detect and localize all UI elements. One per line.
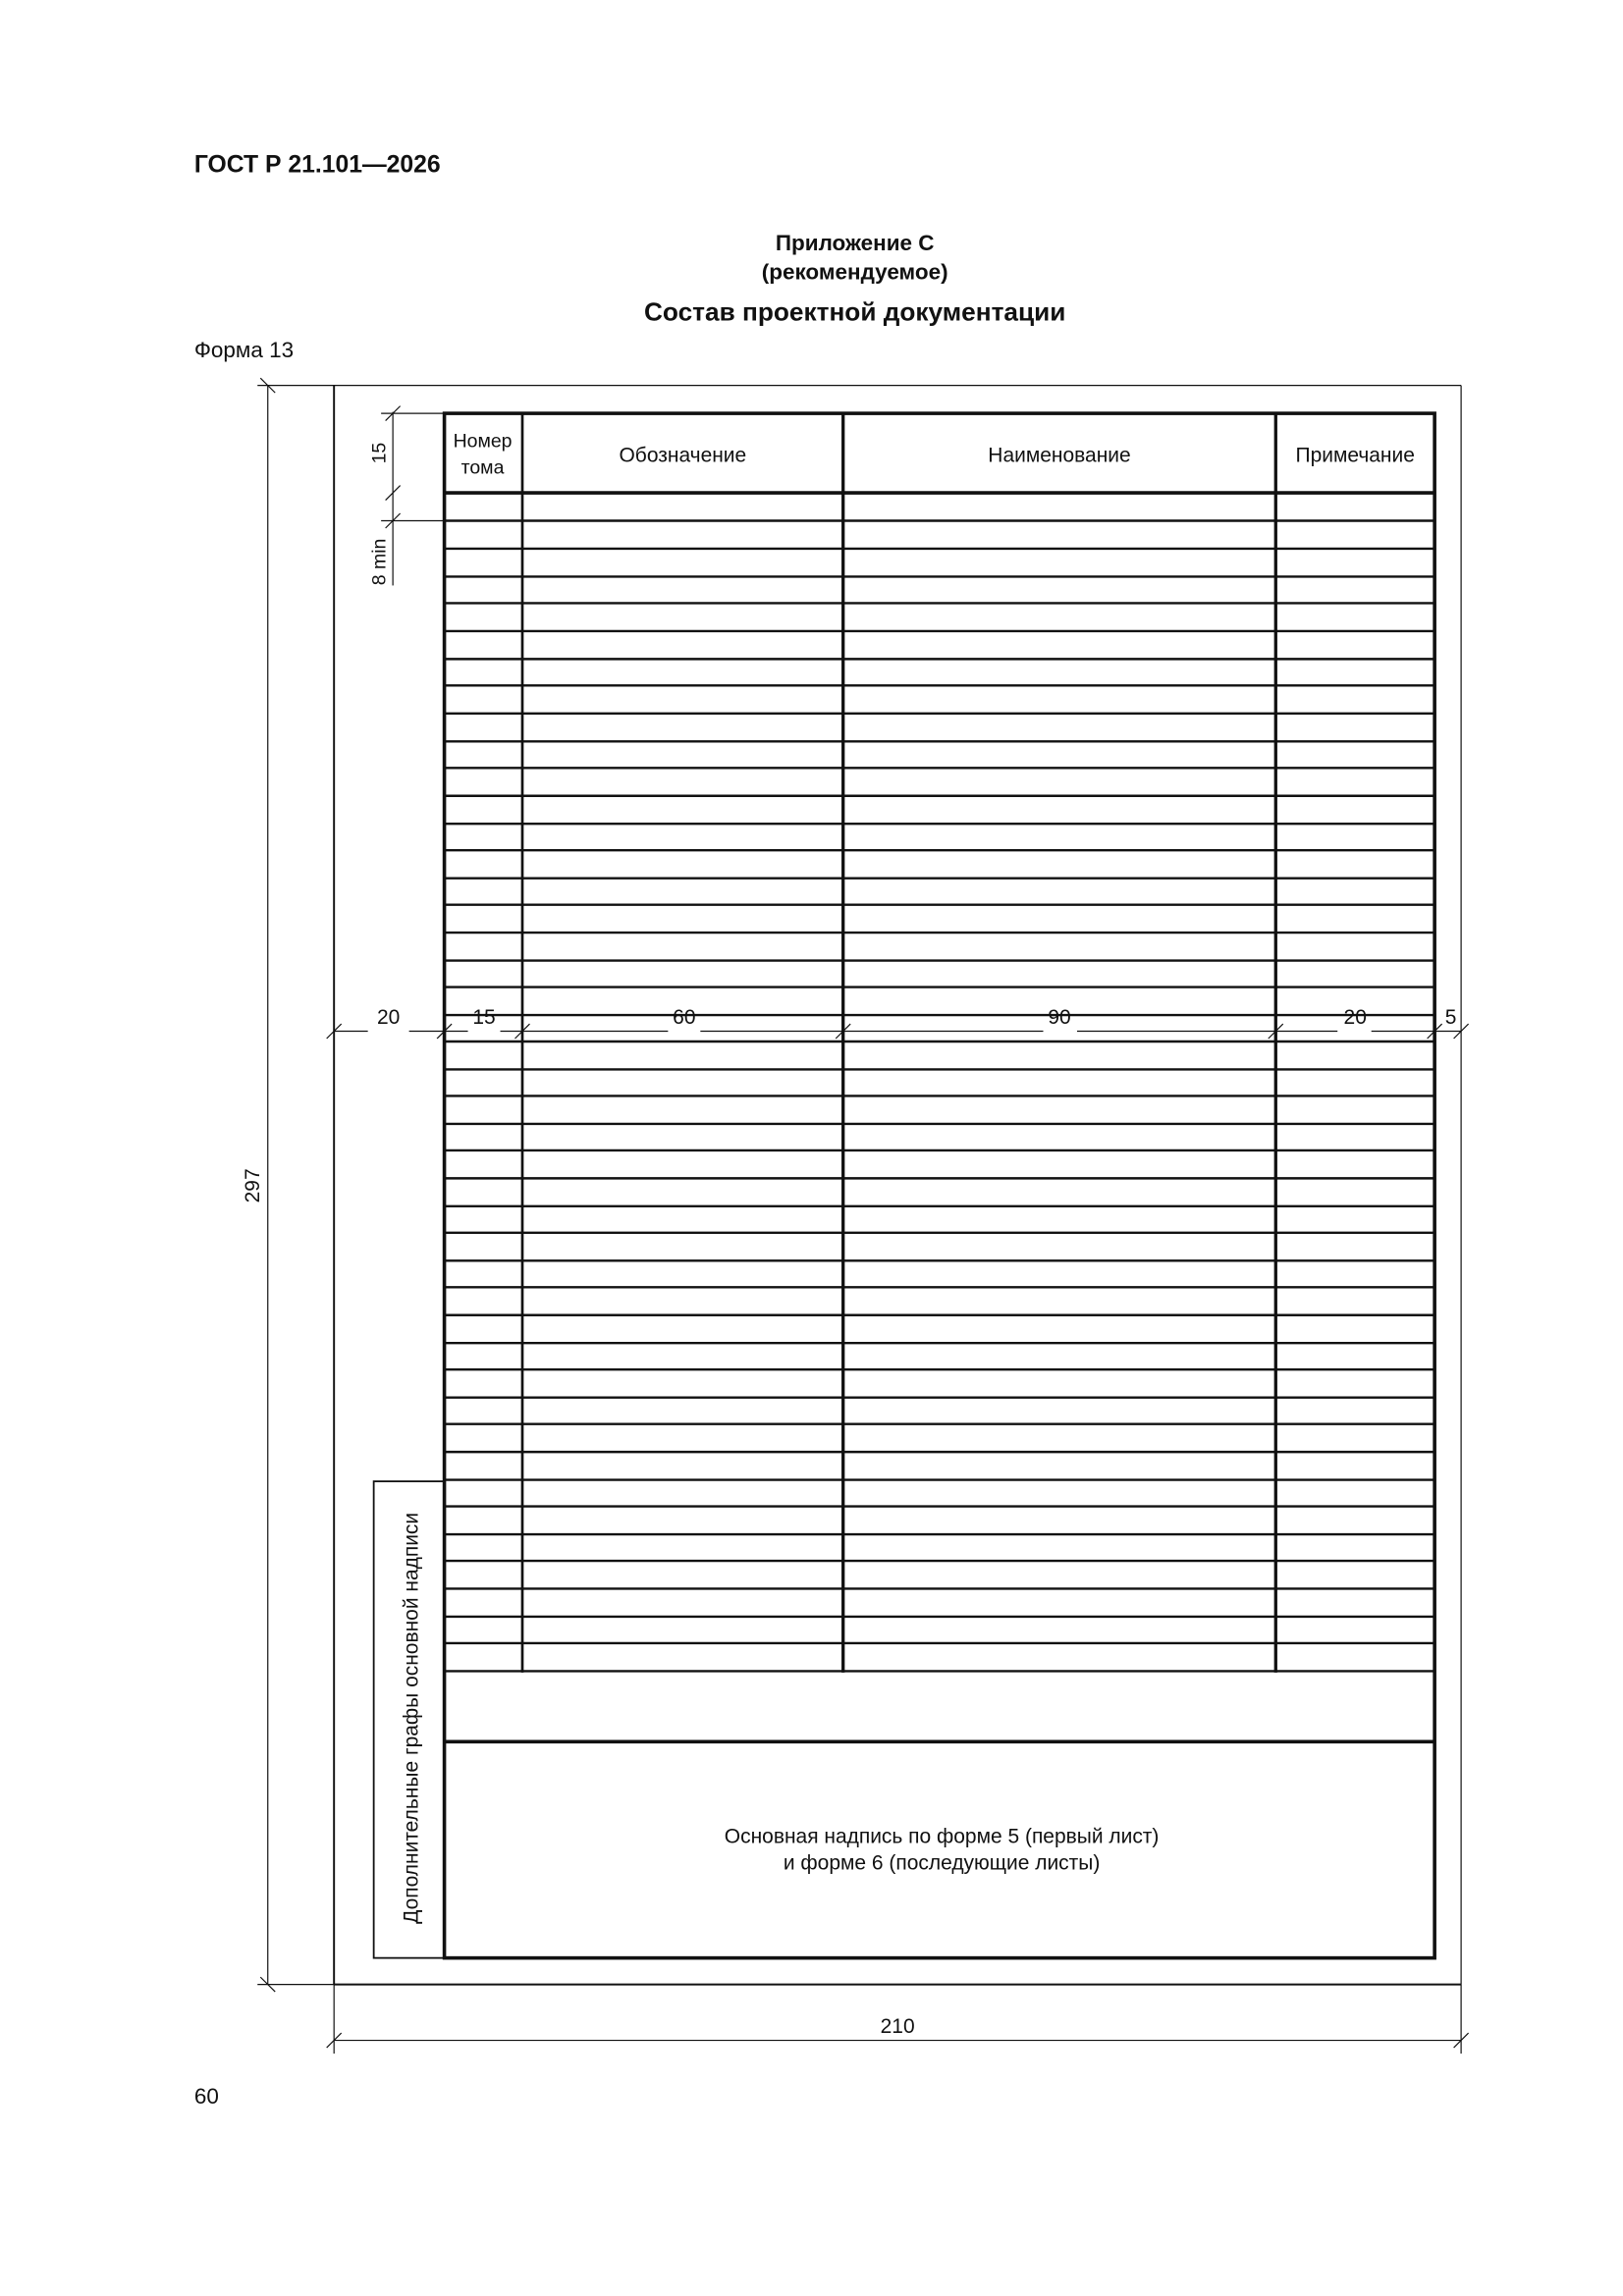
dim-right-margin: 5 — [1444, 1006, 1457, 1030]
form-label: Форма 13 — [193, 338, 295, 364]
col-header-volume-line2: тома — [460, 456, 505, 479]
dim-row-height: 8 min — [368, 538, 391, 586]
col-header-name: Наименование — [988, 444, 1131, 467]
title-block-text-line1: Основная надпись по форме 5 (первый лист) — [724, 1825, 1160, 1848]
title-block-text-line2: и форме 6 (последующие листы) — [783, 1851, 1101, 1875]
dim-sheet-height: 297 — [241, 1168, 264, 1203]
table-frame — [445, 413, 1435, 1958]
standard-designation: ГОСТ Р 21.101—2026 — [193, 151, 441, 179]
page-number: 60 — [193, 2084, 219, 2109]
side-label: Дополнительные графы основной надписи — [400, 1512, 423, 1924]
appendix-heading: Состав проектной документации — [643, 296, 1066, 327]
dim-header-height: 15 — [368, 442, 391, 464]
composition-table — [445, 413, 1435, 1958]
table-row-lines — [445, 521, 1435, 1672]
dim-sheet-width: 210 — [880, 2015, 915, 2039]
column-dimension-chain — [327, 1024, 1469, 1039]
col-header-volume-line1: Номер — [453, 430, 513, 453]
col-header-designation: Обозначение — [619, 444, 747, 467]
dim-col-volume: 15 — [472, 1006, 496, 1030]
appendix-status: (рекомендуемое) — [761, 260, 948, 286]
col-header-note: Примечание — [1295, 444, 1415, 467]
dim-col-designation: 60 — [673, 1006, 696, 1030]
dim-col-note: 20 — [1343, 1006, 1367, 1030]
dim-col-name: 90 — [1048, 1006, 1071, 1030]
dim-left-margin: 20 — [376, 1006, 401, 1030]
appendix-title: Приложение С — [775, 231, 935, 256]
